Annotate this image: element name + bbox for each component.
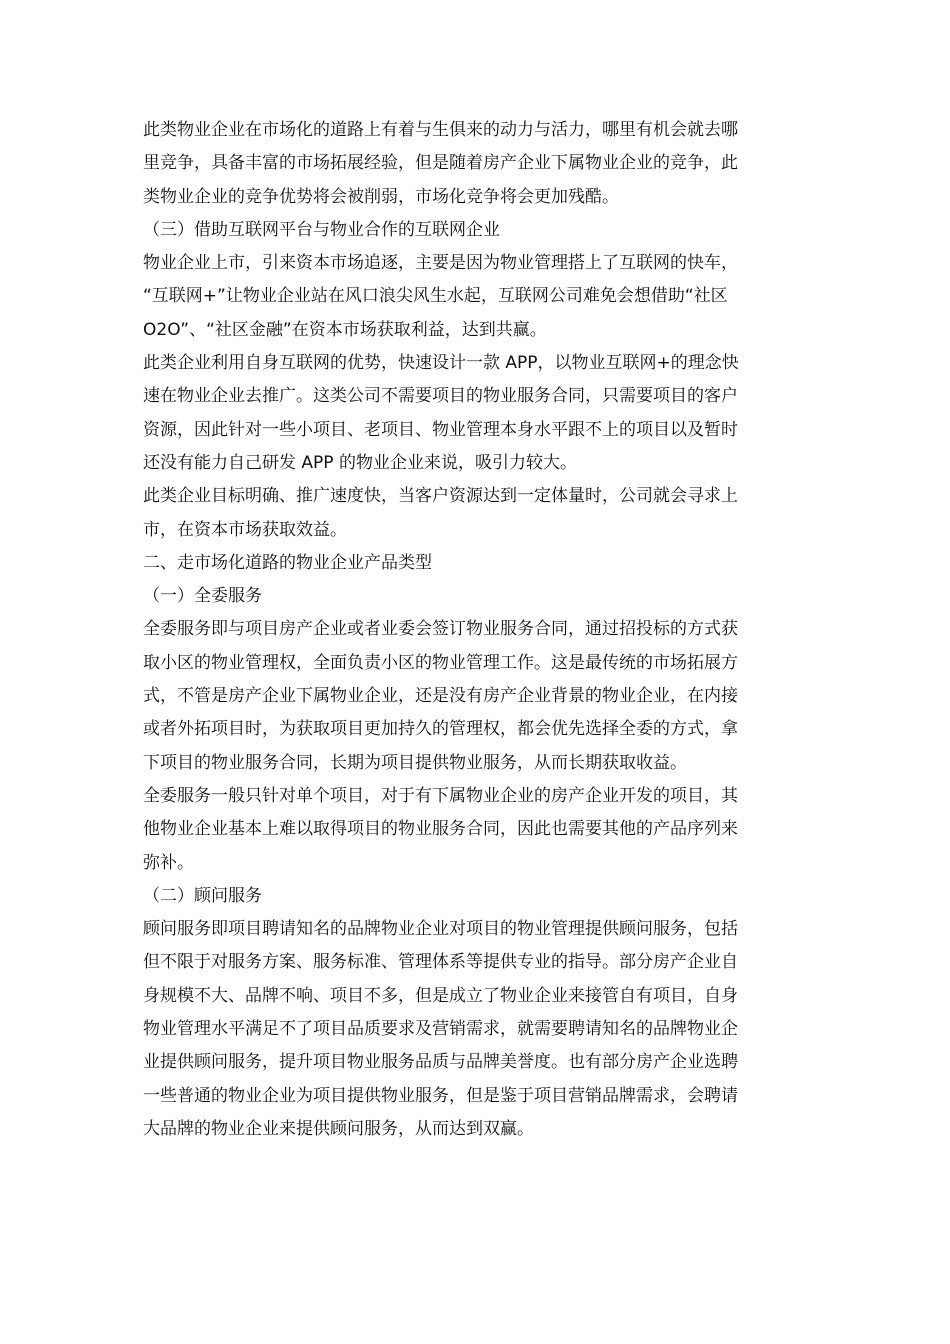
paragraph-competition-experience: 此类物业企业在市场化的道路上有着与生俱来的动力与活力，哪里有机会就去哪 里竞争，具备丰富的市场拓展经验，但是随着房产企业下属物业企业的竞争，此 类物业企业的竞争优势将会被削弱，市场化竞争将会更加残酷。 (143, 120, 738, 207)
heading-consulting-service: （二）顾问服务 (143, 885, 262, 906)
paragraph-listing-goal: 此类企业目标明确、推广速度快，当客户资源达到一定体量时，公司就会寻求上 市，在资本市场获取效益。 (143, 486, 738, 540)
heading-internet-enterprises: （三）借助互联网平台与物业合作的互联网企业 (143, 219, 500, 240)
document-page (143, 114, 808, 1146)
paragraph-full-service-definition: 全委服务即与项目房产企业或者业委会签订物业服务合同，通过招投标的方式获 取小区的物业管理权，全面负责小区的物业管理工作。这是最传统的市场拓展方 式，不管是房产企业下属物业企业，还是没有房产企业背景的物业企业，在内接 或者外拓项目时，为获取项目更加持久的管理权，都会优先选择全委的方式，拿 下项目的物业服务合同，长期为项目提供物业服务，从而长期获取收益。 (143, 619, 738, 773)
paragraph-consulting-service: 顾问服务即项目聘请知名的品牌物业企业对项目的物业管理提供顾问服务，包括 但不限于对服务方案、服务标准、管理体系等提供专业的指导。部分房产企业自 身规模不大、品牌不响、项目不多，但是成立了物业企业来接管自有项目，自身 物业管理水平满足不了项目品质要求及营销需求，就需要聘请知名的品牌物业企 业提供顾问服务，提升项目物业服务品质与品牌美誉度。也有部分房产企业选聘 一些普通的物业企业为项目提供物业服务，但是鉴于项目营销品牌需求，会聘请 大品牌的物业企业来提供顾问服务，从而达到双赢。 (143, 919, 738, 1139)
paragraph-listing-internet: 物业企业上市，引来资本市场追逐，主要是因为物业管理搭上了互联网的快车， “互联网+”让物业企业站在风口浪尖风生水起，互联网公司难免会想借助“社区 O2O”、“社区金融”在资本市场获取利益，达到共赢。 (143, 253, 738, 340)
paragraph-app-promotion: 此类企业利用自身互联网的优势，快速设计一款 APP，以物业互联网+的理念快 速在物业企业去推广。这类公司不需要项目的物业服务合同，只需要项目的客户 资源，因此针对一些小项目、老项目、物业管理本身水平跟不上的项目以及暂时 还没有能力自己研发 APP 的物业企业来说，吸引力较大。 (143, 353, 739, 473)
heading-product-types: 二、走市场化道路的物业企业产品类型 (143, 552, 432, 573)
heading-full-service: （一）全委服务 (143, 586, 262, 607)
paragraph-full-service-limit: 全委服务一般只针对单个项目，对于有下属物业企业的房产企业开发的项目，其 他物业企业基本上难以取得项目的物业服务合同，因此也需要其他的产品序列来 弥补。 (143, 785, 738, 873)
